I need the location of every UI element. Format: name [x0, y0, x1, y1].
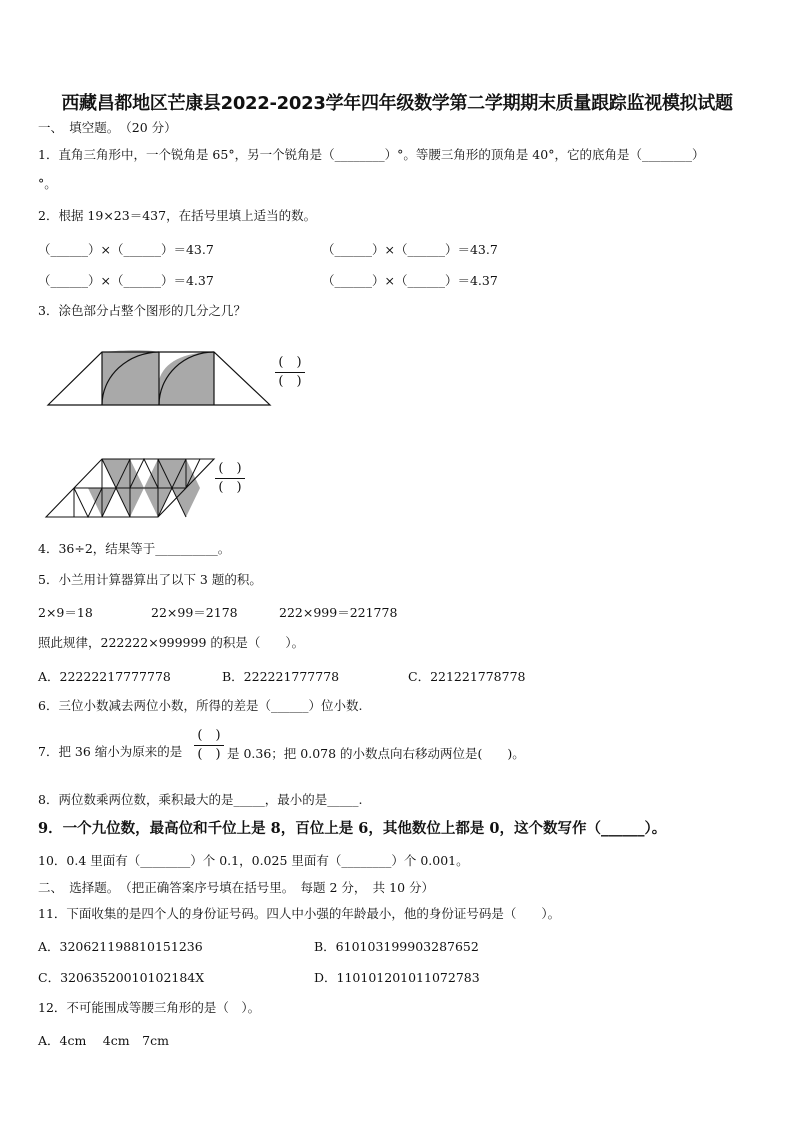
question-7-post: 是 0.36；把 0.078 的小数点向右移动两位是( )。	[227, 746, 525, 761]
question-5-stem: 5．小兰用计算器算出了以下 3 题的积。	[38, 572, 262, 587]
question-2-blank-b: （______）×（______）＝43.7	[322, 242, 498, 257]
question-10: 10．0.4 里面有（________）个 0.1，0.025 里面有（________）个 0.001。	[38, 853, 469, 868]
question-11-option-b: B．610103199903287652	[314, 939, 479, 954]
question-5-example-1: 2×9＝18	[38, 605, 93, 620]
fraction-bar	[194, 745, 224, 746]
parallelogram-figure	[44, 452, 234, 524]
question-12-stem: 12．不可能围成等腰三角形的是（ ）。	[38, 1000, 261, 1015]
question-2-blank-a: （______）×（______）＝43.7	[38, 242, 214, 257]
fraction-denominator: ( )	[278, 374, 302, 389]
question-6: 6．三位小数减去两位小数，所得的差是（______）位小数.	[38, 698, 363, 713]
fraction-bar	[275, 372, 305, 373]
fraction-denominator: ( )	[218, 480, 242, 495]
question-11-option-a: A．320621198810151236	[38, 939, 203, 954]
section-1-heading: 一、 填空题。 （20 分）	[38, 120, 177, 135]
fraction-bar	[215, 478, 245, 479]
fraction-blank-3[interactable]	[194, 728, 224, 763]
question-5-option-a: A．22222217777778	[38, 669, 171, 684]
question-2-blank-c: （______）×（______）＝4.37	[38, 273, 214, 288]
question-11-option-c: C．32063520010102184X	[38, 970, 205, 985]
fraction-numerator: ( )	[218, 461, 242, 476]
section-2-heading: 二、 选择题。 （把正确答案序号填在括号里。 每题 2 分， 共 10 分）	[38, 880, 435, 895]
question-2-stem: 2．根据 19×23＝437，在括号里填上适当的数。	[38, 208, 317, 223]
question-9: 9．一个九位数，最高位和千位上是 8，百位上是 6，其他数位上都是 0，这个数写作（______）。	[38, 820, 667, 837]
exam-title: 西藏昌都地区芒康县2022-2023学年四年级数学第二学期期末质量跟踪监视模拟试题	[61, 93, 733, 114]
question-11-stem: 11．下面收集的是四个人的身份证号码。四人中小强的年龄最小，他的身份证号码是（ ）。	[38, 906, 561, 921]
question-1-line1: 1．直角三角形中，一个锐角是 65°，另一个锐角是（________）°。等腰三角形的顶角是 40°，它的底角是（________）	[38, 147, 705, 162]
shaded-region-right	[159, 352, 214, 405]
fraction-numerator: ( )	[278, 355, 302, 370]
question-8: 8．两位数乘两位数，乘积最大的是_____，最小的是_____.	[38, 792, 363, 807]
question-4: 4．36÷2，结果等于__________。	[38, 541, 231, 556]
question-5-option-b: B．222221777778	[222, 669, 340, 684]
question-5-example-3: 222×999＝221778	[279, 605, 398, 620]
fraction-blank-2[interactable]	[215, 461, 245, 496]
fraction-denominator: ( )	[197, 747, 221, 762]
trapezoid-figure	[44, 340, 284, 420]
question-2-blank-d: （______）×（______）＝4.37	[322, 273, 498, 288]
fraction-blank-1[interactable]	[275, 355, 305, 390]
question-3-stem: 3．涂色部分占整个图形的几分之几？	[38, 303, 246, 318]
question-5-rule: 照此规律，222222×999999 的积是（ ）。	[38, 635, 305, 650]
question-5-option-c: C．221221778778	[408, 669, 526, 684]
question-7-pre: 7．把 36 缩小为原来的是	[38, 744, 183, 759]
question-12-option-a: A．4cm 4cm 7cm	[38, 1033, 169, 1048]
fraction-numerator: ( )	[197, 728, 221, 743]
question-11-option-d: D．110101201011072783	[314, 970, 480, 985]
question-1-line2: °。	[38, 176, 57, 191]
question-5-example-2: 22×99＝2178	[151, 605, 238, 620]
